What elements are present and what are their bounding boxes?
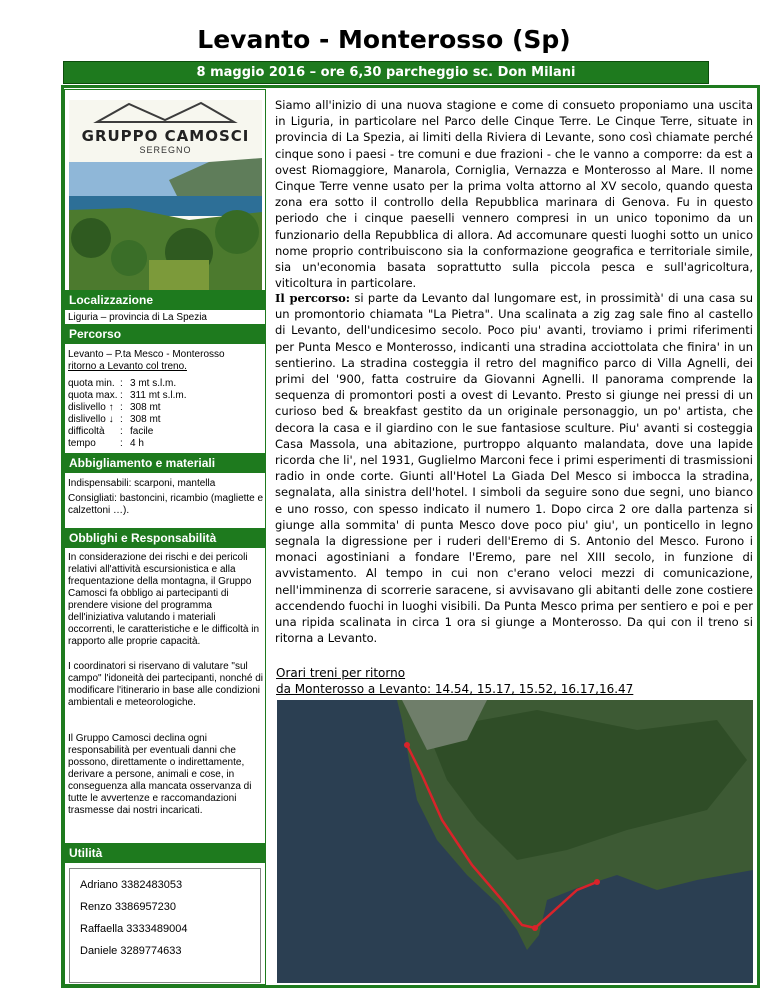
heading-utilita: Utilità (65, 843, 265, 863)
table-row (68, 390, 187, 402)
date-bar: 8 maggio 2016 – ore 6,30 parcheggio sc. Don Milani (63, 61, 709, 84)
percorso-line2: ritorno a Levanto col treno. (68, 361, 187, 372)
heading-percorso: Percorso (65, 324, 265, 344)
row-sep: : (120, 390, 123, 401)
table-row (68, 414, 187, 426)
obblighi-para2: I coordinatori si riservano di valutare "sul campo" l'idoneità dei partecipanti, nonché di modificare l'itinerario in base alle condizioni ambientali e meteorologiche. (68, 661, 264, 708)
contact-daniele: Daniele 3289774633 (80, 945, 182, 957)
row-value: facile (130, 426, 154, 437)
heading-localizzazione: Localizzazione (65, 290, 265, 310)
logo-subtitle: SEREGNO (139, 145, 192, 155)
satellite-map (277, 700, 753, 983)
train-times-title: Orari treni per ritorno (276, 666, 406, 680)
row-key: difficoltà (68, 426, 105, 437)
row-value: 311 mt s.l.m. (130, 390, 187, 401)
table-row (68, 438, 187, 450)
row-value: 4 h (130, 438, 144, 449)
abbigliamento-line2: Consigliati: bastoncini, ricambio (magliette e calzettoni …). (68, 493, 264, 516)
contact-adriano: Adriano 3382483053 (80, 879, 183, 891)
row-value: 308 mt (130, 414, 161, 425)
percorso-label: Il percorso: (275, 291, 350, 305)
abbigliamento-line1: Indispensabili: scarponi, mantella (68, 478, 216, 489)
row-value: 3 mt s.l.m. (130, 378, 177, 389)
row-sep: : (120, 378, 123, 389)
row-key: quota min. (68, 378, 115, 389)
table-row (68, 378, 187, 390)
heading-abbigliamento: Abbigliamento e materiali (65, 453, 265, 473)
train-times (276, 665, 633, 697)
row-sep: : (120, 414, 123, 425)
row-sep: : (120, 426, 123, 437)
obblighi-para3: Il Gruppo Camosci declina ogni responsabilità per eventuali danni che possono, direttamente o indirettamente, derivare a persone, animali e cose, in conseguenza alla mancata osservanza di tutte le avvertenze e raccomandazioni trasmesse dai nostri incaricati. (68, 733, 252, 816)
percorso-paragraph (275, 290, 753, 646)
contact-raffaella: Raffaella 3333489004 (80, 923, 188, 935)
contact-renzo: Renzo 3386957230 (80, 901, 177, 913)
obblighi-para1: In considerazione dei rischi e dei pericoli relativi all'attività escursionistica e alla frequentazione della montagna, il Gruppo Camosci fa obbligo ai partecipanti di prendere visione del programma dell'iniziativa valutando i materiali occorrenti, le caratteristiche e le difficoltà in rapporto alle proprie capacità. (68, 552, 260, 647)
logo-photo (69, 100, 262, 290)
page-title: Levanto - Monterosso (Sp) (197, 25, 571, 54)
row-key: dislivello ↓ (68, 414, 114, 425)
table-row (68, 426, 187, 438)
percorso-line1: Levanto – P.ta Mesco - Monterosso (68, 349, 225, 360)
percorso-table (68, 378, 187, 450)
row-sep: : (120, 402, 123, 413)
row-key: quota max. (68, 390, 118, 401)
route-map (277, 700, 753, 983)
localizzazione-text: Liguria – provincia di La Spezia (68, 312, 207, 323)
percorso-body: si parte da Levanto dal lungomare est, in prossimità' di una casa su un promontorio chiamata "La Pietra". Una scalinata a zig zag sale fino al castello di Levanto, dell'undicesimo secolo. Poco piu' avanti, troviamo i primi riferimenti per Punta Mesco e Monterosso, indicanti una stradina acciottolata che finira' in un sentierino. La stradina costeggia il retro del magnifico parco di Villa Agnelli, dei primi del '900, fatta costruire da Giovanni Agnelli. Il panorama comprende la sequenza di promontori posti a ovest di Levanto. Presto si giunge nei pressi di un curioso bed & breakfast gestito da un originale personaggio, un po' artista, che decora la casa e il giardino con le sue fantasiose sculture. Piu' avanti si costeggia Casa Massola, una abitazione, purtroppo alquanto malandata, dove una lapide ricorda che li', nel 1931, Guglielmo Marconi fece i primi esperimenti di trasmissioni radio in onde corte. Giunti all'Hotel La Giada Del Mesco si imbocca la stradina, segnalata, alla sinistra dell'hotel. I simboli da seguire sono due segni, uno bianco e uno rosso, con spesso indicato il numero 1. Dopo circa 2 ore dalla partenza si giunge alla sommita' di punta Mesco dove poco piu' giu', un ponticello in legno segnala la digressione per i ruderi dell'Eremo di S. Antonio del Mesco. Furono i monaci agostiniani a fondare l'Eremo, pare nel XIII secolo, in funzione di avvistamento. Al tempo in cui non c'erano veloci mezzi di comunicazione, nell'imminenza di scorrerie saracene, si avvisavano gli abitanti delle zone costiere accendendo fuochi in luoghi visibili. Da Punta Mesco prima per sentiero e poi e per una ripida scalinata in circa 1 ora si giunge a Monterosso. Da qui con il treno si ritorna a Levanto. (275, 291, 753, 646)
table-row (68, 402, 187, 414)
heading-obblighi: Obblighi e Responsabilità (65, 528, 265, 548)
logo-name: GRUPPO CAMOSCI (81, 127, 250, 145)
train-times-list: da Monterosso a Levanto: 14.54, 15.17, 15.52, 16.17,16.47 (276, 682, 634, 696)
row-sep: : (120, 438, 123, 449)
intro-paragraph: Siamo all'inizio di una nuova stagione e come di consueto proponiamo una uscita in Liguria, in particolare nel Parco delle Cinque Terre. Le Cinque Terre, situate in provincia di La Spezia, ai limiti della Riviera di Levante, sono così chiamate perché cinque sono i paesi - tre comuni e due frazioni - che le vanno a comporre: da est a ovest Riomaggiore, Manarola, Corniglia, Vernazza e Monterosso al Mare. Il nome Cinque Terre venne usato per la prima volta attorno al XV secolo, quando questa zona era sotto il controllo della Repubblica marinara di Genova. Fu in questo periodo che i cinque paeselli vennero compresi in un unico toponimo da un funzionario della Repubblica di allora. Ad accomunare questi luoghi sotto un unico nome proprio contribuiscono sia la conformazione geografica e territoriale simile, sia un'economia basata soprattutto sulla piccola pesca e sull'agricoltura, viticoltura in particolare. (275, 98, 753, 291)
row-key: dislivello ↑ (68, 402, 114, 413)
row-value: 308 mt (130, 402, 161, 413)
row-key: tempo (68, 438, 96, 449)
